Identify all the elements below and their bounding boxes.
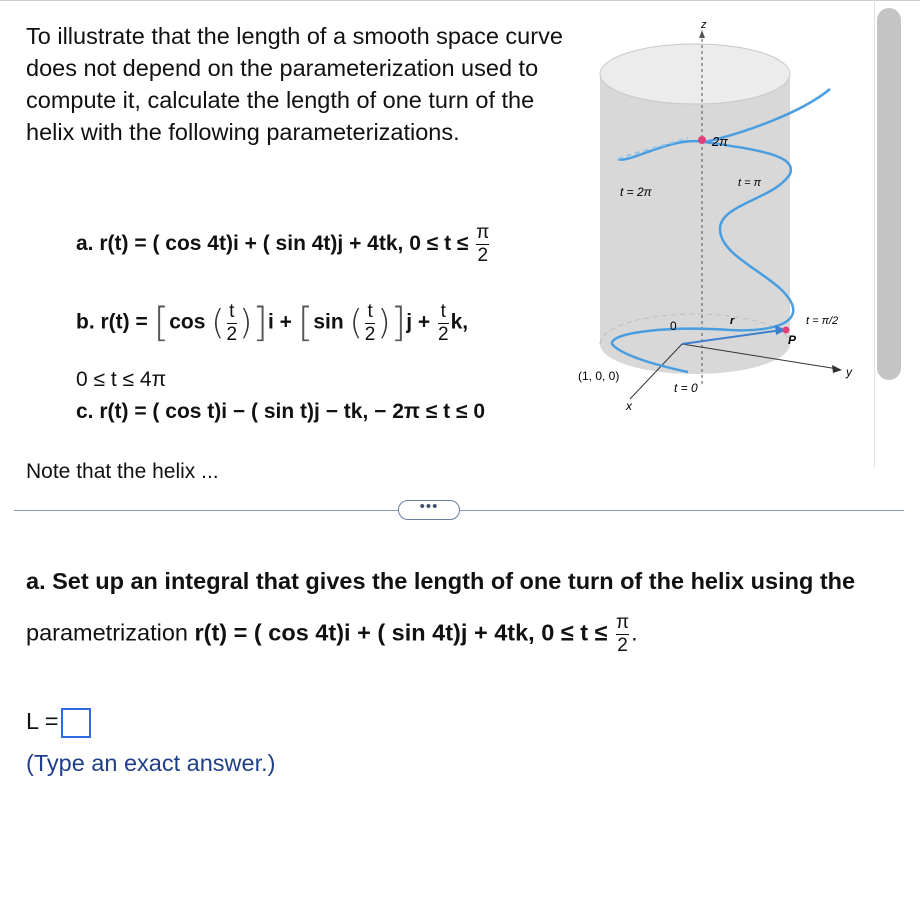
z-axis-arrow	[699, 30, 705, 38]
more-button[interactable]: •••	[398, 500, 460, 520]
z-axis-label: z	[701, 19, 707, 31]
scroll-track	[874, 0, 875, 468]
y-axis-arrow	[832, 365, 842, 373]
truncated-text: Note that the helix ...	[26, 460, 219, 483]
question-limit: $\frac{\pi}{2}$	[616, 612, 630, 656]
part-b-range: 0 ≤ t ≤ 4π	[76, 368, 167, 391]
answer-input[interactable]	[61, 708, 91, 738]
answer-hint: (Type an exact answer.)	[26, 750, 276, 776]
question-line-2: parametrization r(t) = ( cos 4t)i + ( sin 4t)j + 4tk, 0 ≤ t ≤ $\frac{\pi}{2}$ .	[26, 612, 638, 656]
question-line-1: a. Set up an integral that gives the length of one turn of the helix using the	[26, 568, 856, 594]
y-axis-label: y	[846, 365, 852, 379]
helix-figure	[570, 14, 870, 434]
point-2pi	[698, 136, 706, 144]
part-b-equation: b. r(t) = [cos ( $\frac{t}{2}$ )]i + [sin ( $\frac{t}{2}$ )]j + $\frac{t}{2}$ k,	[76, 300, 469, 346]
answer-row	[26, 708, 91, 738]
label-tpi2: t = π/2	[806, 315, 839, 327]
part-a-limit: $\frac{\pi}{2}$	[476, 222, 490, 266]
label-100: (1, 0, 0)	[578, 369, 620, 383]
label-2pi: 2π	[712, 134, 728, 149]
scrollbar-thumb[interactable]	[877, 8, 901, 380]
label-r: r	[730, 315, 735, 327]
cylinder-top	[600, 44, 790, 104]
part-a-equation: a. r(t) = ( cos 4t)i + ( sin 4t)j + 4tk, 0 ≤ t ≤ $\frac{\pi}{2}$	[76, 222, 490, 266]
label-p: P	[788, 333, 797, 347]
label-t2pi: t = 2π	[620, 185, 652, 199]
x-axis-label: x	[626, 399, 632, 413]
answer-label: L =	[26, 708, 59, 735]
problem-intro: To illustrate that the length of a smooth space curve does not depend on the parameterization used to compute it, calculate the length of one turn of the helix with the following parameterizations.	[26, 23, 563, 145]
label-origin: 0	[670, 319, 677, 333]
label-tpi: t = π	[738, 177, 761, 189]
label-t0: t = 0	[674, 381, 698, 395]
part-c-equation: c. r(t) = ( cos t)i − ( sin t)j − tk, − 2π ≤ t ≤ 0	[76, 400, 486, 423]
